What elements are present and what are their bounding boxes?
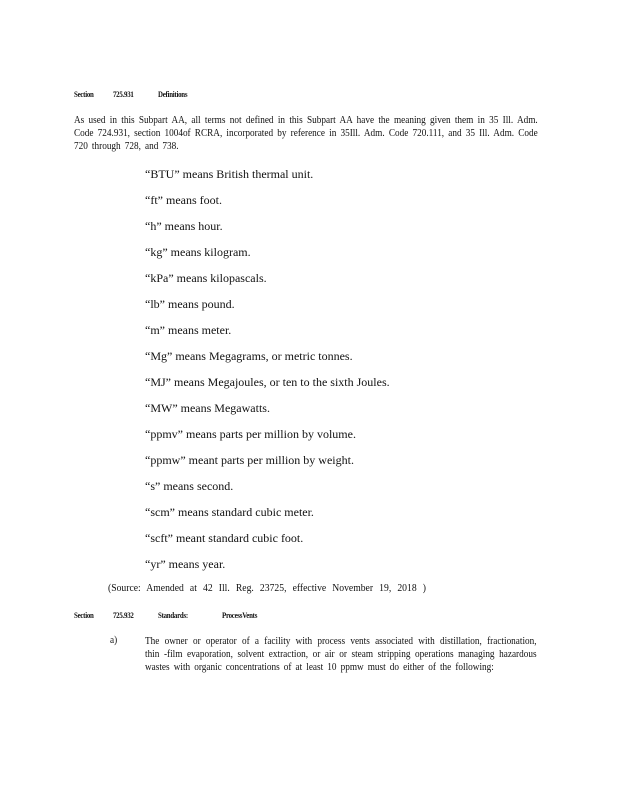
definition-item: “kPa” means kilopascals. xyxy=(145,271,267,285)
section-title: Standards: xyxy=(158,611,188,620)
definition-item: “h” means hour. xyxy=(145,219,223,233)
definition-item: “ppmv” means parts per million by volume. xyxy=(145,427,356,441)
definition-item: “MJ” means Megajoules, or ten to the sixth Joules. xyxy=(145,375,390,389)
section-label: Section xyxy=(74,90,94,99)
intro-paragraph: As used in this Subpart AA, all terms not defined in this Subpart AA have the meaning given them in 35 Ill. Adm. Code 724.931, section 1004of RCRA, incorporated by reference in 35Ill. Adm. Code 720.111, and 35 Ill. Adm. Code 720 through 728, and 738. xyxy=(74,115,538,152)
definition-item: “s” means second. xyxy=(145,479,234,493)
section-label: Section xyxy=(74,611,94,620)
definition-item: “scm” means standard cubic meter. xyxy=(145,505,314,519)
definitions-list xyxy=(145,167,390,583)
item-label: a) xyxy=(110,635,118,646)
source-note: (Source: Amended at 42 Ill. Reg. 23725, effective November 19, 2018 ) xyxy=(108,583,426,594)
item-paragraph: The owner or operator of a facility with process vents associated with distillation, fractionation, thin -film evaporation, solvent extraction, or air or steam stripping operations managing hazardous wastes with organic concentrations of at least 10 ppmw must do either of the following: xyxy=(145,636,537,673)
definition-item: “m” means meter. xyxy=(145,323,232,337)
definition-item: “scft” meant standard cubic foot. xyxy=(145,531,304,545)
definition-item: “ft” means foot. xyxy=(145,193,222,207)
section-number: 725.932 xyxy=(113,611,134,620)
definition-item: “MW” means Megawatts. xyxy=(145,401,270,415)
section-subtitle: ProcessVents xyxy=(222,611,258,620)
section-number: 725.931 xyxy=(113,90,134,99)
section-title: Definitions xyxy=(158,90,188,99)
definition-item: “ppmw” meant parts per million by weight. xyxy=(145,453,354,467)
definition-item: “Mg” means Megagrams, or metric tonnes. xyxy=(145,349,353,363)
definition-item: “BTU” means British thermal unit. xyxy=(145,167,314,181)
definition-item: “lb” means pound. xyxy=(145,297,235,311)
definition-item: “yr” means year. xyxy=(145,557,226,571)
definition-item: “kg” means kilogram. xyxy=(145,245,251,259)
